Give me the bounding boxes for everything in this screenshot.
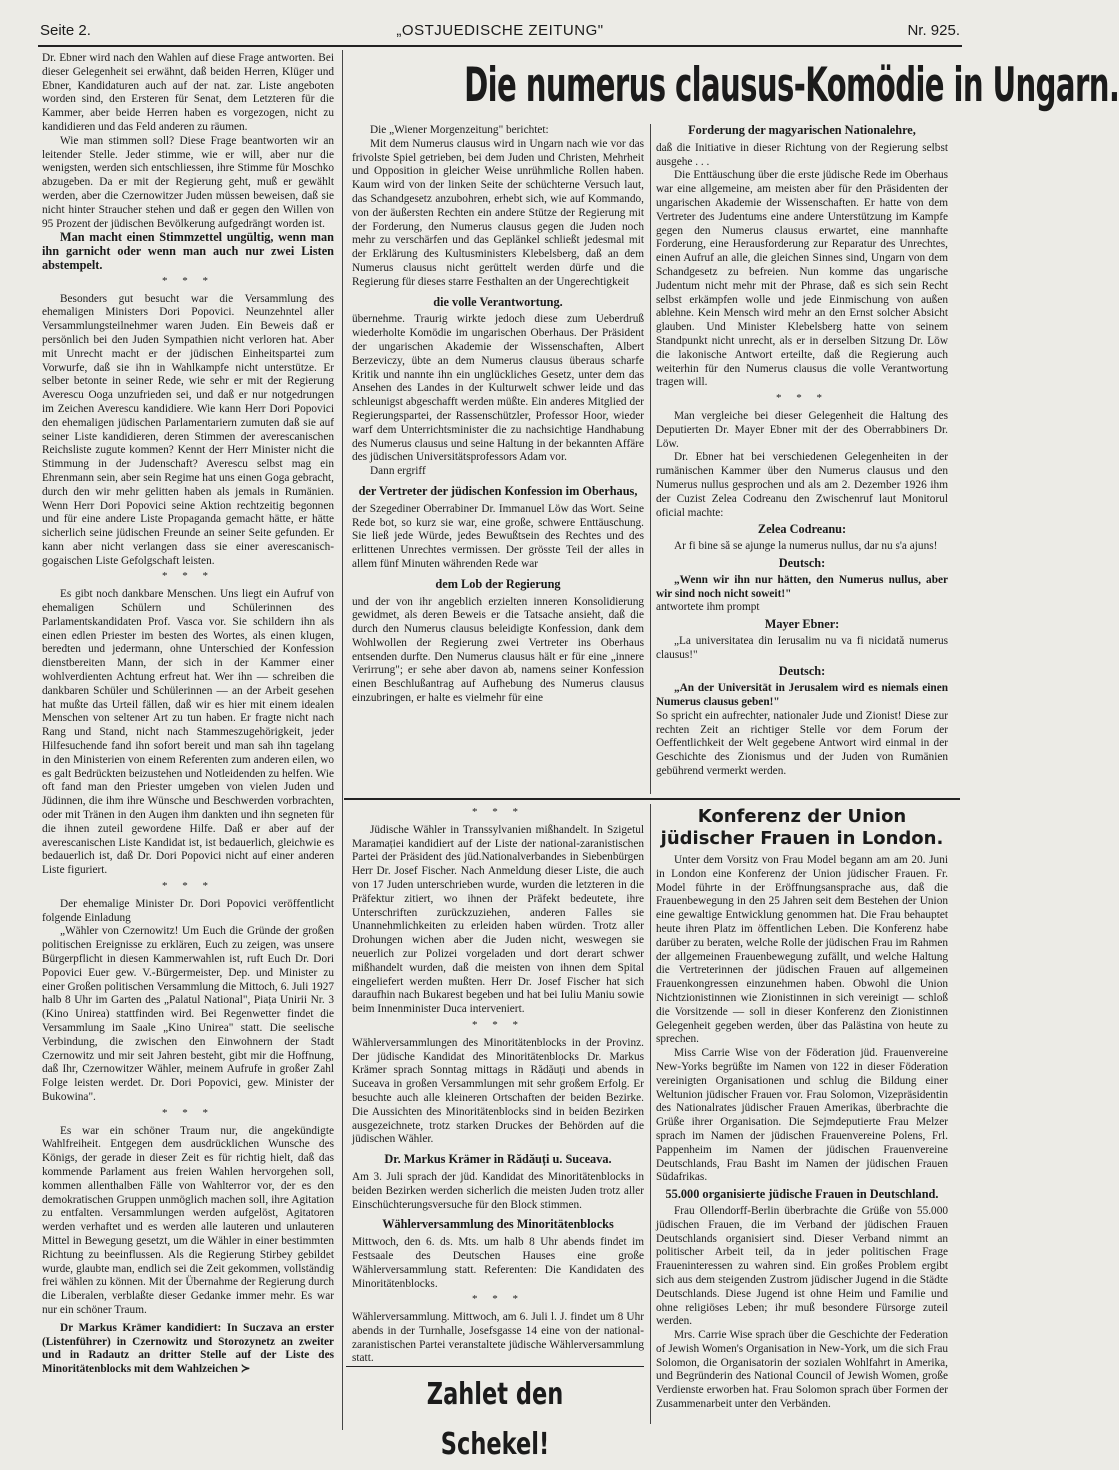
subheading: Wählerversammlung des Minoritätenblocks [382, 1217, 614, 1232]
quote: „An der Universität in Jerusalem wird es niemals einen Numerus clausus geben!" [656, 682, 948, 709]
paragraph: Dann ergriff [370, 465, 426, 478]
separator-stars: * * * [162, 880, 214, 893]
separator-stars: * * * [776, 392, 828, 405]
paragraph: Mittwoch, den 6. ds. Mts. um halb 8 Uhr abends findet im Festsaale des Deutschen Hauses eine große Wählerversammlung statt. Referenten: Die Kandidaten des Minoritätenblocks. [352, 1236, 644, 1290]
paragraph: Wählerversammlung. Mittwoch, am 6. Juli l. J. findet um 8 Uhr abends in der Turnhalle, Josefsgasse 14 eine von der national-zaranistischen Partei veranstaltete jüdische Wählerversammlung statt. [352, 1311, 644, 1365]
separator-stars: * * * [162, 570, 214, 583]
paragraph: übernehme. Traurig wirkte jedoch diese zum Ueberdruß wiederholte Komödie im ungarischen Oberhaus. Der Präsident der ungarischen Akademie der Wissenschaften, Albert Berzeviczy, übte an dem Numerus clausus überaus scharfe Kritik und nannte ihn ein unglückliches Gesetz, unter dem das Ansehen des Landes in der Kulturwelt schwer leide und das schleunigst abgeschafft werden müßte. Ein anderes Mitglied der Regierungspartei, der Rassenschützler, Professor Hoor, wieder warf dem Unterrichtsminister die zu nachsichtige Handhabung des Numerus clausus und seine Haltung in der bekannten Affäre des jüdischen Universitätsprofessors Adam vor. [352, 313, 644, 464]
paragraph: Jüdische Wähler in Transsylvanien mißhandelt. In Szigetul Maramației kandidiert auf der Liste der national-zaranistischen Partei der Präsident des jüd.Nationalverbandes in Siebenbürgen Herr Dr. Josef Fischer. Nach Anmeldung dieser Liste, die auch von 17 Juden unterschrieben wurde, wurden die letzteren in die Präfektur zitiert, wo ihnen der Präfekt bedeutete, ihre Unterschriften zurückzuziehen, anderen Falles sie Unannehmlichkeiten zu erleiden haben würden. Trotz aller Drohungen wichen aber die Juden nicht, weswegen sie neuerlich zur Polizei vorgeladen und dort derart schwer mißhandelt wurden, daß die meisten von ihnen dem Spital eingeliefert werden mußten. Herr Dr. Josef Fischer hat sich daraufhin nach Bukarest begeben und hat bei Iuliu Maniu sowie beim Innenminister Duca interveniert. [352, 823, 644, 1016]
paragraph: Wie man stimmen soll? Diese Frage beantworten wir an leitender Stelle. Jeder stimme, wie er will, aber nur die wenigsten, werden sich entschliessen, ihre Stimme für Moschko abzugeben. Da er mit der Regierung geht, muß er gewählt werden, aber die Czernowitzer Juden müssen beweisen, daß sie nicht hinter Straucher stehen und daß er gegen den Willen von 95 Prozent der jüdischen Bevölkerung aufgedrängt worden ist. [42, 134, 334, 230]
paragraph: Miss Carrie Wise von der Föderation jüd. Frauenvereine New-Yorks begrüßte im Namen von 122 in dieser Föderation vereinigten Organisationen und schlug die Bildung einer Weltunion jüdischer Frauen vor. Frau Solomon, Vizepräsidentin des Nationalrates jüdischer Frauen Amerikas, überbrachte die Grüße ihrer Organisation. Die Sejmdeputierte Frau Melzer sprach im Namen der jüdischen Frauenvereine Polens, Frl. Pappenheim im Namen der jüdischen Frauenvereine Deutschlands, Frau Basht im Namen der jüdischen Frauen Südafrikas. [656, 1047, 948, 1184]
article-headline: Konferenz der Union jüdischer Frauen in London. [660, 806, 944, 849]
paragraph: und der von ihr angeblich erzielten inneren Konsolidierung gewidmet, als deren Beweis er die Tatsache ansieht, daß die durch den Numerus clausus beleidigte Konfession, dank dem Wohlwollen der Regierung zwei Vertreter ins Oberhaus entsenden durfte. Den Numerus clausus hält er für eine „innere Verirrung"; er sehe aber davon ab, namens seiner Konfession einen Beschlußantrag auf Aufhebung des Numerus clausus einzubringen, er halte es vielmehr für eine [352, 595, 644, 705]
ad-rule [346, 1366, 644, 1367]
speaker-label: Deutsch: [778, 555, 826, 570]
paragraph: Am 3. Juli sprach der jüd. Kandidat des Minoritätenblocks in beiden Bezirken werden sicherlich die meisten Juden trotz aller Einschüchterungsversuche für den Block stimmen. [352, 1170, 644, 1211]
speaker-label: Zelea Codreanu: [757, 522, 847, 537]
paragraph: Die „Wiener Morgenzeitung" berichtet: [370, 124, 549, 136]
paragraph: Dr. Ebner hat bei verschiedenen Gelegenheiten in der rumänischen Kammer über den Numerus clausus und den Numerus nullus gesprochen und als am 2. Dezember 1926 ihm der Cuzist Zelea Codreanu den Zwischenruf laut Monitorul oficial machte: [656, 451, 948, 519]
column-3-top [656, 124, 948, 779]
shekel-ad: Zahlet den Schekel! [426, 1377, 564, 1462]
paragraph: Es gibt noch dankbare Menschen. Uns liegt ein Aufruf von ehemaligen Schülern und Schülerinnen des Parlamentskandidaten Prof. Vasca vor. Sie schildern ihn als einen edlen Priester im besten des Wortes, als einen klugen, beredten und jedermann, ohne Unterschied der Konfession dienstbereiten Mann, der sich in der Kammer einer wohlverdienten Achtung erfreut hat. Wer ihn — schreiben die dankbaren Schüler und Schülerinnen — an der Arbeit gesehen hat mußte das Urteil fällen, daß wir es hier mit einem idealen Menschen von seltener Art zu tun haben. Er fragte nicht nach Rang und Stand, nicht nach Stammeszugehörigkeit, jeder Hilfesuchende fand ihn sofort bereit und man sah ihn tagelang in den Ministerien von einem Referenten zum anderen eilen, wo es galt Bedrückten beizustehen und Notleidenden zu helfen. Wie oft fand man den Priester umgeben von vielen Juden und Jüdinnen, die ihm ihre Wünsche und Beschwerden vorbrachten, oder mit Tränen in den Augen ihm dankten und ihn segneten für die ihnen zuteil gewordene Hilfe. Daß er aber auf der averescanischen Liste Kandidat ist, ist bedauerlich, gleichwie es bedauerlich ist, daß Dr. Dori Popovici nicht auf einer anderen Liste figuriert. [42, 588, 335, 877]
subheading: die volle Verantwortung. [433, 294, 563, 309]
paragraph: So spricht ein aufrechter, nationaler Jude und Zionist! Diese zur rechten Zeit an richtiger Stelle vor dem Forum der Oeffentlichkeit der Welt gegebene Antwort wird einmal in der Geschichte des Zionismus und der Juden von Rumänien gebührend vermerkt werden. [656, 709, 948, 778]
paragraph: Wählerversammlungen des Minoritätenblocks in der Provinz. Der jüdische Kandidat des Minoritätenblocks Dr. Markus Krämer sprach Sonntag mittags in Rădăuți und abends in Suceava in großen Versammlungen mit sehr großem Erfolg. Er besuchte auch alle kleineren Ortschaften der beiden Bezirke. Die Aussichten des Minoritätenblocks sind in beiden Bezirken ausgezeichnete, trotz starken Druckes der Behörden auf die jüdischen Wähler. [352, 1036, 644, 1146]
paragraph: Besonders gut besucht war die Versammlung des ehemaligen Ministers Dori Popovici. Neunzehntel aller Versammlungsteilnehmer waren Juden. Ein Beweis daß er persönlich bei den Juden Sympathien nicht verloren hat. Aber mit Unrecht macht er der jüdischen Einheitspartei zum Vorwurfe, daß sie ihn in Wahlkampfe nicht unterstütze. Er selber betonte in seiner Rede, wie sehr er mit der Regierung Averescu Ooga unzufrieden sei, und daß er nur notgedrungen im Zeichen Averescu kandidiere. Wie kann Herr Dori Popovici den ehemaligen jüdischen Parlamentariern zumuten daß sie auf seiner Liste kandidieren, deren Stimmen der averescanischen Reichsliste zugute kommen? Kennt der Herr Minister nicht die Stimmung in der Judenschaft? Averescu selbst mag ein Ehrenmann sein, aber sein Regime hat uns einen Goga gebracht, durch den wir mehr gelitten haben als jemals in Rumänien. Wenn Herr Dori Popovici seine Aktion rechtzeitig begonnen und für eine andere Liste Propaganda gemacht hätte, er hätte sicherlich seine jüdischen Freunde an seiner Seite gefunden. Er kann aber nicht verlangen dass sie einer averescanisch-gogaischen Liste Gefolgschaft leisten. [42, 292, 334, 567]
subheading: der Vertreter der jüdischen Konfession im Oberhaus, [358, 483, 638, 498]
page-header [40, 14, 960, 42]
separator-stars: * * * [162, 1106, 214, 1119]
separator-stars: * * * [472, 1018, 524, 1031]
separator-stars: * * * [472, 806, 524, 818]
paragraph: Mrs. Carrie Wise sprach über die Geschichte der Federation of Jewish Women's Organisation in New-York, um die sich Frau Solomon, die Organisatorin der sozialen Wohlfahrt in Amerika, und Begründerin des National Council of Jewish Women, große Verdienste erworben hat. Frau Solomon sprach über Formen der Zusammenarbeit unter den Verbänden. [656, 1329, 948, 1411]
column-2-top [352, 124, 644, 706]
main-headline: Die numerus clausus-Komödie in Ungarn. [464, 58, 1119, 113]
paragraph: Es war ein schöner Traum nur, die angekündigte Wahlfreiheit. Entgegen dem ausdrücklichen Wunsche des Königs, der gerade in dieser Zeit es für richtig hielt, daß das kommende Parlament aus freien Wahlen hervorgehen soll, kommen allenthalben Fälle von Wahlterror vor, der es den demokratischen Gruppen unmöglich machen soll, ihre Agitation zu entfalten. Versammlungen werden aufgelöst, Agitatoren werden verhaftet und es werden alle lauteren und unlauteren Mittel in Bewegung gesetzt, um die Wähler in einer bestimmten Richtung zu beeinflussen. Als die Regierung Stirbey gebildet wurde, glaubte man, endlich sei die Zeit gekommen, vollständig frei wählen zu können. Mit der Übernahme der Regierung durch die Liberalen, verblaßte dieser Gedanke immer mehr. Es war nur ein schöner Traum. [42, 1124, 334, 1316]
column-divider [342, 50, 343, 1430]
quote: „La universitatea din Ierusalim nu va fi nicidată numerus clausus!" [656, 634, 948, 661]
paragraph: daß die Initiative in dieser Richtung von der Regierung selbst ausgehe . . . [656, 141, 948, 168]
subheading: dem Lob der Regierung [435, 576, 561, 591]
column-divider [650, 804, 651, 1424]
paragraph-bold: Dr Markus Krämer kandidiert: In Suczava an erster (Listenführer) in Czernowitz und Storozynetz an zweiter und in Radautz an dritter Stelle auf der Liste des Minoritätenblocks mit dem Wahlzeichen ≻ [42, 1321, 334, 1376]
column-divider [650, 124, 651, 794]
column-2-bottom [352, 804, 644, 1366]
paragraph: der Szegediner Oberrabiner Dr. Immanuel Löw das Wort. Seine Rede bot, so kurz sie war, eine große, schwere Enttäuschung. Sie ließ jede Würde, jedes Bewußtsein des Rechtes und des erlittenen Unrechtes vermissen. Der grösste Teil der alles in allem fünf Minuten währenden Rede war [352, 502, 644, 570]
speaker-label: Deutsch: [778, 664, 826, 679]
paragraph: Die Enttäuschung über die erste jüdische Rede im Oberhaus war eine allgemeine, am meisten aber für den Präsidenten der ungarischen Akademie der Wissenschaften. Er hatte von dem Vertreter des Judentums eine andere Unterstützung im Kampfe gegen den Numerus clausus erwartet, eine mannhafte Forderung, eine Herausforderung zur Reparatur des Unrechtes, einen Aufruf an alle, die gleichen Sinnes sind, Ungarn von dem Schandgesetz zu befreien. Nun komme das ungarische Judentum nicht mehr mit der Phrase, daß es sich sein Recht selbst erkämpfen wolle und jede Einmischung von außen ablehne. Kein Mensch wird mehr an den Ernst solcher Absicht glauben. Und Minister Klebelsberg hatte von seinem Standpunkt nicht unrecht, als er in derselben Sitzung Dr. Löw die lakonische Antwort erteilte, daß die Regierung auch weiterhin für den Numerus clausus die volle Verantwortung tragen will. [656, 169, 948, 389]
paragraph-bold: Man macht einen Stimmzettel ungültig, wenn man ihn garnicht oder wenn man auch nur zwei Listen abstempelt. [42, 230, 334, 272]
separator-stars: * * * [162, 274, 214, 287]
paragraph: Mit dem Numerus clausus wird in Ungarn nach wie vor das frivolste Spiel getrieben, bei dem Juden und Christen, Mehrheit und Opposition in gleicher Weise unrühmliche Rollen haben. Kaum wird von der linken Seite der schüchterne Versuch laut, das Schandgesetz anzubohren, erhebt sich, wie auf Kommando, von der äußersten Rechten ein andere Stütze der Regierung mit der Forderung, den Numerus clausus gegen die Juden noch mehr zu verschärfen und das Geplänkel schließt jedesmal mit der Erklärung des Kultusministers Klebelsberg, daß an dem Numerus clausus nicht gerüttelt werden dürfe und die Regierung für dieses starre Festhalten an der Ungerechtigkeit [352, 137, 644, 288]
page-number: Seite 2. [40, 22, 91, 39]
subheading: 55.000 organisierte jüdische Frauen in Deutschland. [665, 1187, 939, 1202]
quote: Ar fi bine să se ajunge la numerus nullus, dar nu s'a ajuns! [674, 540, 938, 553]
quote: „Wenn wir ihn nur hätten, den Numerus nullus, aber wir sind noch nicht soweit!" [656, 573, 948, 600]
separator-stars: * * * [472, 1293, 524, 1306]
column-3-bottom [656, 806, 948, 1412]
header-rule [38, 45, 962, 47]
column-1 [42, 52, 334, 1377]
paragraph: „Wähler von Czernowitz! Um Euch die Gründe der großen politischen Ereignisse zu erklären, Euch zu zeigen, was unsere Bürgerpflicht in diesen Kammerwahlen ist, ruft Euch Dr. Dori Popovici Euer gew. V.-Bürgermeister, Dep. und Minister zu einer Großen politischen Versammlung die Mittoch, 6. Juli 1927 halb 8 Uhr im Garten des „Palatul National", Piața Unirii Nr. 3 (Kino Unirea) stattfinden wird. Bei Regenwetter findet die Versammlung im Saale „Kino Unirea" statt. Die seelische Verbindung, die zwischen den Einwohnern der Stadt Czernowitz und mir seit Jahren besteht, gibt mir die Hoffnung, daß Ihr, Czernowitzer Wähler, meinem Aufrufe in großer Zahl Folge leisten werdet. Dr. Dori Popovici, gew. Minister der Bukowina". [42, 925, 334, 1103]
issue-number: Nr. 925. [907, 22, 960, 39]
newspaper-name: „OSTJUEDISCHE ZEITUNG" [396, 22, 604, 39]
paragraph: Dr. Ebner wird nach den Wahlen auf diese Frage antworten. Bei dieser Gelegenheit sei erwähnt, daß beiden Herren, Klüger und Ebner, Kandidaturen auch auf der nat. zar. Liste angeboten worden sind, den Ersteren für Senat, dem Letzteren für die Kammer, aber beide Herren haben es vorgezogen, nicht zu kandidieren und das Feld anderen zu räumen. [42, 52, 334, 133]
paragraph: Frau Ollendorff-Berlin überbrachte die Grüße von 55.000 jüdischen Frauen, die im Verband der jüdischen Frauen Deutschlands organisiert sind. Dieser Verband nimmt an politischer Arbeit teil, da in jeder politischen Frage Fraueninteressen zu wahren sind. Ein großes Problem ergibt sich aus dem steigenden Zustrom jüdischer Jugend in die Städte Deutschlands. Diese Jugend ist ohne Heim und Familie und ohne religiöses Leben; ihr muß besondere Fürsorge zuteil werden. [656, 1204, 948, 1328]
subheading: Dr. Markus Krämer in Rădăuți u. Suceava. [384, 1152, 612, 1167]
section-rule [344, 798, 960, 800]
paragraph: Man vergleiche bei dieser Gelegenheit die Haltung des Deputierten Dr. Mayer Ebner mit der des Oberrabbiners Dr. Löw. [656, 409, 948, 450]
subheading: Forderung der magyarischen Nationalehre, [688, 123, 916, 137]
paragraph: Der ehemalige Minister Dr. Dori Popovici veröffentlicht folgende Einladung [42, 897, 334, 924]
speaker-label: Mayer Ebner: [764, 617, 840, 632]
paragraph: antwortete ihm prompt [656, 601, 760, 614]
paragraph: Unter dem Vorsitz von Frau Model begann am am 20. Juni in London eine Konferenz der Union jüdischer Frauen. Fr. Model führte in der Eröffnungsansprache aus, daß die Frauenbewegung in den 25 Jahren seit dem Bestehen der Union eine gewaltige Entwicklung genommen hat. Die Frau behauptet heute ihren Platz im öffentlichen Leben. Die Konferenz habe darüber zu beraten, welche Rolle der jüdischen Frau im Rahmen der allgemeinen Frauenbewegung zufällt, und welche Haltung die Vertreterinnen der jüdischen Frauen auf allgemeinen Frauenkongressen einzunehmen haben. Obwohl die Union Nichtzionistinnen wie Zionistinnen in sich vereinigt — schloß die Vorsitzende — soll in dieser Konferenz den Zionistinnen Gelegenheit gegeben werden, über das Palästina von heute zu sprechen. [656, 854, 948, 1046]
